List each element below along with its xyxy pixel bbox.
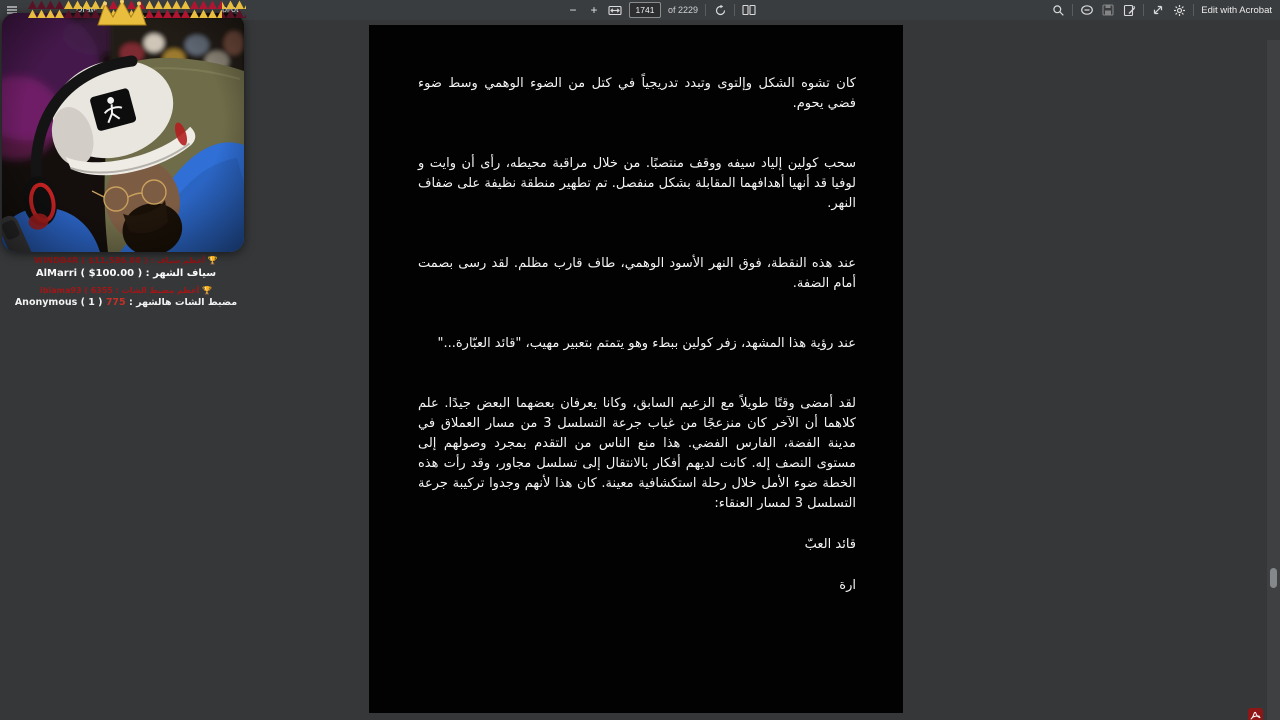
settings-gear-icon[interactable] [1172,2,1186,18]
add-notes-icon[interactable] [1122,2,1136,18]
scrollbar-thumb[interactable] [1270,568,1277,588]
stream-leaderboard [0,256,252,309]
toolbar-divider [734,4,735,16]
doc-paragraph: لقد أمضى وقتًا طويلاً مع الزعيم السابق، وكانا يعرفان بعضهما البعض جيدًا. علم كلاهما أن الآخر كان منزعجًا من غياب جرعة التسلسل 3 من مسار العملاق في مدينة الفضة، الفارس الفضي. هذا منع الناس من التقدم بمجرد وصولهم إلى مستوى النصف إله. كانت لديهم أفكار بالانتقال إلى تسلسل مجاور، وقد رأت هذه الخطة ضوء الأمل خلال رحلة استكشافية معينة. كان هذا لأنهم وجدوا تركيبة جرعة التسلسل 3 لمسار العنقاء: [418,396,856,511]
page-number-input[interactable] [629,2,661,18]
chatter-of-month-text: مضبط الشات هالشهر : Anonymous ( 1 ) [14,296,238,308]
acrobat-icon[interactable] [1248,708,1263,720]
doc-paragraph: ارة [839,578,856,593]
expand-icon[interactable] [1151,2,1165,18]
chatter-count-fragment: 775 [105,296,126,308]
zoom-out-button[interactable] [566,2,580,18]
doc-paragraph: سحب كولين إلياد سيفه ووقف منتصبًا. من خلال مراقبة محيطه، رأى أن وايت و لوفيا قد أنهيا أهدافهما المقابلة بشكل منفصل. تم تطهير منطقة نظيفة على ضفاف النهر. [418,156,856,211]
zoom-in-icon: + [590,3,598,17]
top-chatter-line: 🏆 أعظم مضبط الشات : ibiama93 ( 6355 [40,285,212,295]
donator-of-month-line: سياف الشهر : AlMarri ( $100.00 ) [35,268,217,280]
edit-with-acrobat-button[interactable]: Edit with Acrobat [1201,4,1272,16]
top-donator-line: 🏆 أعظم سياف : WINDB4R ( $11,586.00 ) [34,256,218,265]
vertical-scrollbar[interactable] [1267,40,1280,720]
zoom-out-icon: − [569,3,577,17]
doc-paragraph: عند رؤية هذا المشهد، زفر كولين ببطء وهو يتمتم بتعبير مهيب، "قائد العبّارة..." [437,336,856,351]
zoom-in-button[interactable] [587,2,601,18]
doc-paragraph: قائد العبّ [804,537,856,552]
page-view-icon[interactable] [742,2,756,18]
doc-paragraph: عند هذه النقطة، فوق النهر الأسود الوهمي، طاف قارب مظلم. لقد رسى بصمت أمام الضفة. [418,256,856,291]
toolbar-divider [705,4,706,16]
toolbar-divider [1072,4,1073,16]
toolbar-divider [1193,4,1194,16]
fit-width-icon[interactable] [608,2,622,18]
toolbar-right-group [1051,0,1276,20]
doc-paragraph: كان تشوه الشكل وإلتوى وتبدد تدريجياً في كتل من الضوء الوهمي وسط ضوء فضي يحوم. [418,76,856,111]
page-count-label: of 2229 [668,5,699,15]
document-page [369,25,903,713]
search-icon[interactable] [1051,2,1065,18]
crown-emblem [96,0,148,26]
toolbar-divider [1143,4,1144,16]
save-icon [1101,2,1115,18]
webcam-overlay [2,13,244,252]
chatter-of-month-line [0,298,252,309]
toolbar-center-group [566,0,756,20]
rotate-icon[interactable] [713,2,727,18]
read-aloud-icon[interactable] [1080,2,1094,18]
